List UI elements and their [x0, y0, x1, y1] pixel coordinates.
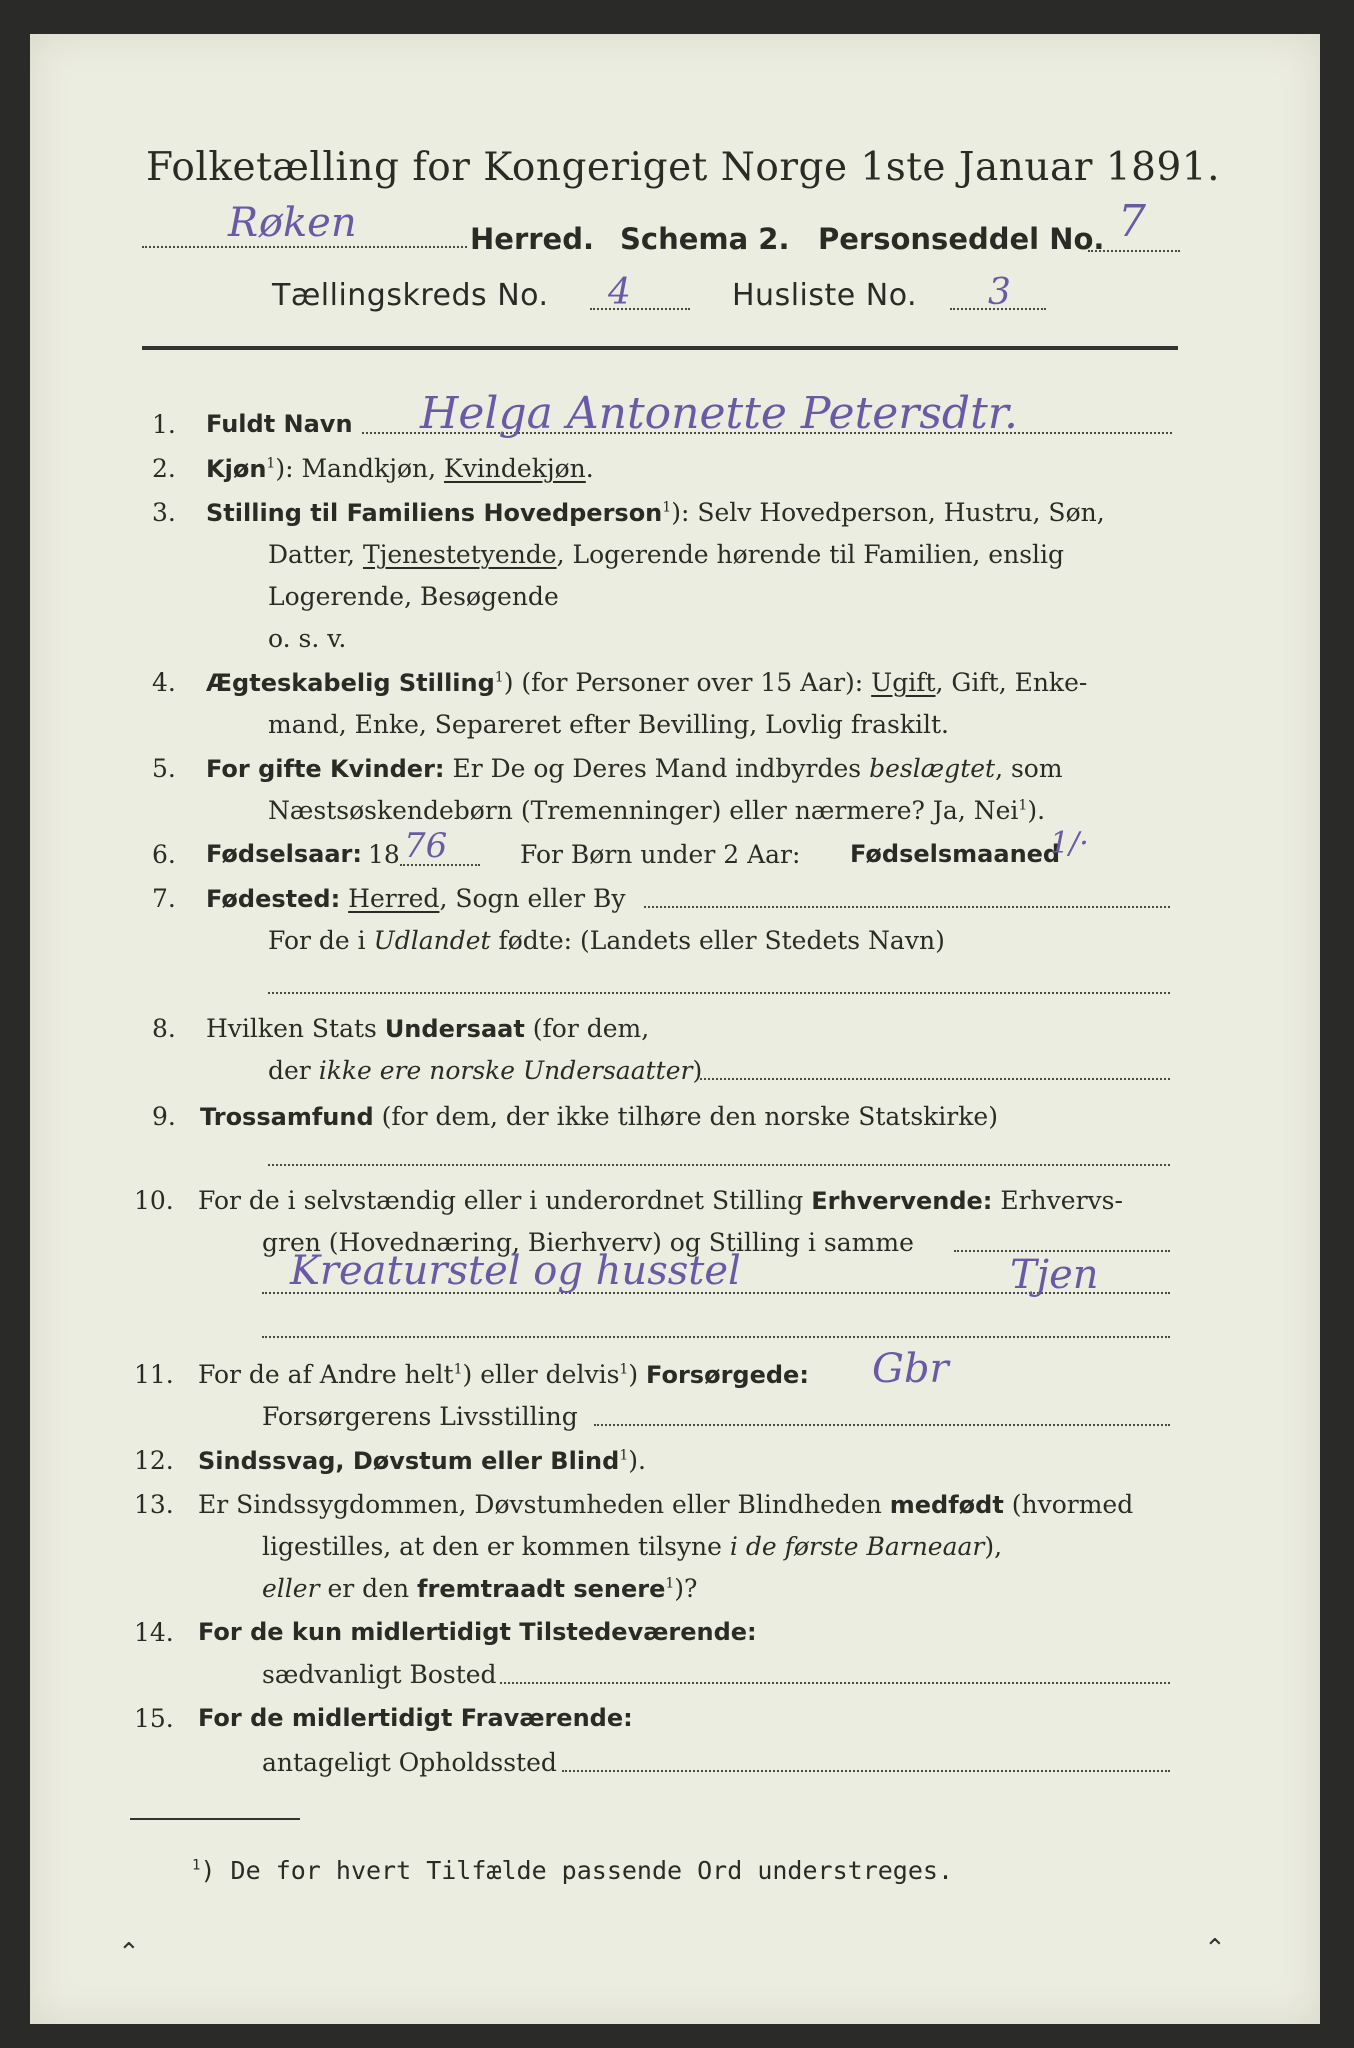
item-number-11: 11. [134, 1360, 174, 1389]
fuldt-navn-label: Fuldt Navn [206, 410, 353, 438]
personseddel-label: Personseddel No. [818, 222, 1105, 256]
tilstedevaerende-label: For de kun midlertidigt Tilstedeværende: [198, 1618, 757, 1646]
item-number-13: 13. [134, 1490, 174, 1519]
item-number-9: 9. [152, 1102, 176, 1131]
husliste-label: Husliste No. [732, 278, 918, 313]
medfodt-line-2: ligestilles, at den er kommen tilsyne i de første Barneaar), [262, 1532, 1003, 1561]
undersaat-line-1: Hvilken Stats Undersaat (for dem, [206, 1014, 650, 1043]
fuldt-navn-handwritten: Helga Antonette Petersdtr. [420, 388, 1018, 439]
fodselsaar-handwritten: 76 [404, 826, 448, 866]
personseddel-number: 7 [1118, 196, 1146, 247]
stilling-line-2: Datter, Tjenestetyende, Logerende hørende til Familien, enslig [268, 540, 1065, 569]
taellingskreds-label: Tællingskreds No. [272, 278, 549, 313]
fodselsmaaned-handwritten: 1/· [1050, 826, 1089, 861]
item-number-14: 14. [134, 1618, 174, 1647]
aegteskab-line-1: Ægteskabelig Stilling$^1$) (for Personer over 15 Aar): Ugift, Gift, Enke- [206, 668, 1088, 697]
forsorgede-line-1: For de af Andre helt$^1$) eller delvis$^1$) Forsørgede: [198, 1360, 809, 1389]
fodselsaar-prefix: 18 [368, 840, 400, 869]
aegteskab-line-2: mand, Enke, Separeret efter Bevilling, Lovlig fraskilt. [268, 710, 949, 739]
stilling-line-4: o. s. v. [268, 624, 347, 653]
item-number-5: 5. [152, 754, 176, 783]
corner-mark-left-icon: ⌃ [118, 1938, 140, 1968]
header-rule [142, 346, 1178, 350]
fodselsaar-label: Fødselsaar: [206, 840, 362, 868]
erhverv-line-2: gren (Hovednæring, Bierhverv) og Stilling i samme [262, 1228, 914, 1257]
item-number-12: 12. [134, 1446, 174, 1475]
forsorgerens-livsstilling-label: Forsørgerens Livsstilling [262, 1402, 578, 1431]
medfodt-line-3: eller er den fremtraadt senere$^1$)? [262, 1574, 698, 1603]
husliste-number: 3 [988, 272, 1011, 313]
medfodt-line-1: Er Sindssygdommen, Døvstumheden eller Blindheden medfødt (hvormed [198, 1490, 1134, 1519]
footnote-rule [130, 1818, 300, 1820]
item-number-1: 1. [152, 410, 176, 439]
item-number-3: 3. [152, 498, 176, 527]
erhverv-line-1: For de i selvstændig eller i underordnet Stilling Erhvervende: Erhvervs- [198, 1186, 1123, 1215]
fodselsmaaned-label: Fødselsmaaned [850, 840, 1061, 868]
corner-mark-right-icon: ⌃ [1204, 1934, 1226, 1964]
gifte-kvinder-line-2: Næstsøskendebørn (Tremenninger) eller nærmere? Ja, Nei$^1$). [268, 796, 1046, 825]
sindssvag-line: Sindssvag, Døvstum eller Blind$^1$). [198, 1446, 646, 1475]
opholdssted-label: antageligt Opholdssted [262, 1748, 557, 1777]
erhverv-handwritten: Kreaturstel og husstel [290, 1248, 741, 1294]
saedvanligt-bosted-label: sædvanligt Bosted [262, 1660, 497, 1689]
fodested-line-2: For de i Udlandet fødte: (Landets eller Stedets Navn) [268, 926, 945, 955]
herred-label: Herred. [470, 222, 594, 256]
gifte-kvinder-line-1: For gifte Kvinder: Er De og Deres Mand indbyrdes beslægtet, som [206, 754, 1063, 783]
item-number-10: 10. [134, 1186, 174, 1215]
undersaat-line-2: der ikke ere norske Undersaatter) [268, 1056, 703, 1085]
stilling-line-1: Stilling til Familiens Hovedperson$^1$): Selv Hovedperson, Hustru, Søn, [206, 498, 1105, 527]
taellingskreds-number: 4 [608, 272, 631, 313]
footnote: $^1$) De for hvert Tilfælde passende Ord understreges. [192, 1856, 954, 1885]
form-title: Folketælling for Kongeriget Norge 1ste Januar 1891. [146, 145, 1220, 190]
born-under-2-text: For Børn under 2 Aar: [520, 840, 801, 869]
fravaerende-label: For de midlertidigt Fraværende: [198, 1704, 633, 1732]
fodested-line-1: Fødested: Herred, Sogn eller By [206, 884, 626, 913]
item-number-2: 2. [152, 454, 176, 483]
kjon-line: Kjøn$^1$): Mandkjøn, Kvindekjøn. [206, 454, 594, 483]
item-number-8: 8. [152, 1014, 176, 1043]
item-number-15: 15. [134, 1704, 174, 1733]
schema-label: Schema 2. [620, 222, 790, 256]
item-number-7: 7. [152, 884, 176, 913]
item-number-4: 4. [152, 668, 176, 697]
item-number-6: 6. [152, 840, 176, 869]
stilling-line-3: Logerende, Besøgende [268, 582, 559, 611]
herred-handwritten: Røken [228, 200, 357, 246]
trossamfund-line: Trossamfund (for dem, der ikke tilhøre den norske Statskirke) [200, 1102, 998, 1131]
forsorgede-handwritten: Gbr [872, 1346, 949, 1392]
stilling-handwritten: Tjen [1010, 1252, 1099, 1298]
